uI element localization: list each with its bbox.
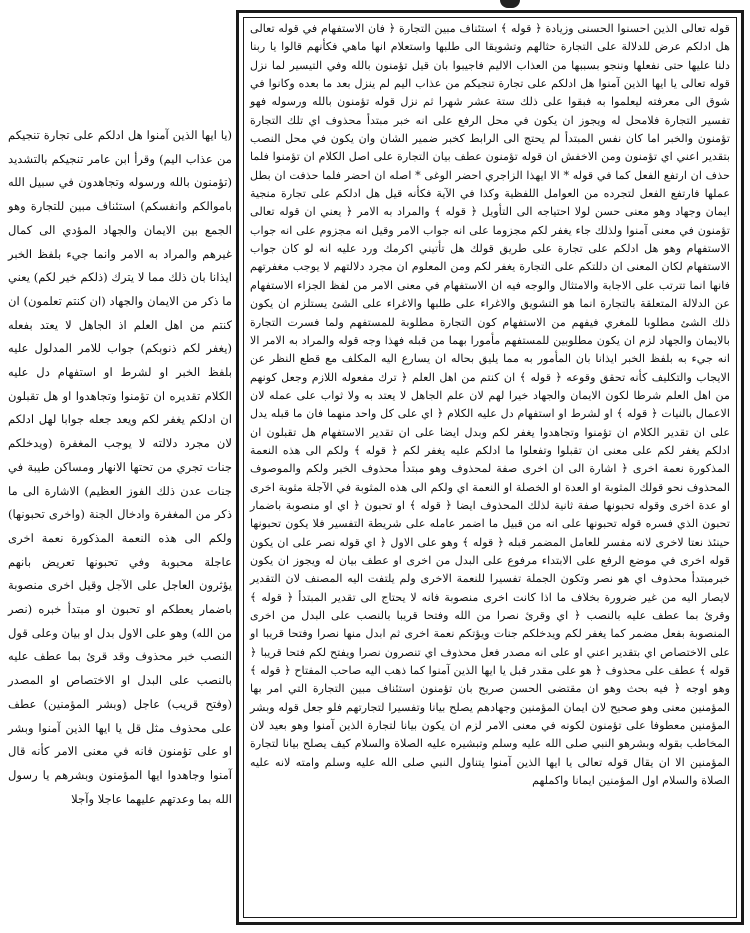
commentary-column [244,18,736,790]
margin-tafsir-column [8,124,232,806]
commentary-frame [236,10,744,925]
margin-tafsir-block [8,124,232,811]
commentary-inner-frame [243,17,737,918]
commentary-text: قوله تعالى الذين احسنوا الحسنى وزيادة ﴿ قوله ﴾ استئناف مبين التجارة ﴿ فان الاستفهام في قوله تعالى هل ادلكم عرض للدلالة على التجارة حثالهم وتشويقا الى طلبها واستعلام انها ماهي فكأنهم قالوا يا ربنا دلنا عليها حتى نفعلها وننجو بسببها من العذاب الاليم فاجيبوا بان قيل تؤمنون بالله وفي التيسير لما نزل قوله تعالى يا ايها الذين آمنوا هل ادلكم على تجارة تنجيكم من عذاب اليم لم ينزل بعد ما بعده وكانوا في شوق الى معرفته ليعلموا به فبقوا على ذلك ستة عشر شهرا ثم نزل قوله تؤمنون بالله ورسوله فهو تفسير التجارة فلامحل له ويجوز ان يكون في محل الرفع على انه خبر مبتدأ محذوف اي تلك التجارة تؤمنون والخبر اما كان نفس المبتدأ لم يحتج الى الرابط كخبر ضمير الشان وان يكون في محل النصب بتقدير اعني اي تؤمنون ومن الاخفش ان قوله تؤمنون عطف بيان التجارة على اصل الكلام ان تؤمنوا فلما حذف ان ارتفع الفعل كما في قوله * الا ايهذا الزاجري احضر الوغى * اصله ان احضر فلما حذفت ان بطل عملها فارتفع الفعل لتجرده من العوامل اللفظية وكذا في الآية فكأنه قيل هل ادلكم على تجارة منجية ايمان وجهاد وهو معنى حسن لولا احتياجه الى التأويل ﴿ قوله ﴾ والمراد به الامر ﴿ يعني ان قوله تعالى تؤمنون في معنى آمنوا ولذلك جاء يغفر لكم مجزوما على انه جواب الامر وقيل انه مجزوم على انه جواب الاستفهام وهو هل ادلكم على تجارة على طريق قولك هل تأتيني اكرمك ورد عليه انه لو كان جواب الاستفهام لكان المعنى ان دللتكم على التجارة يغفر لكم ومن المعلوم ان مجرد دلالتهم لا يوجب مغفرتهم فانها انما تترتب على الاجابة والامتثال والوجه فيه ان الاستفهام في معنى الامر من لفظ الجزاء الاستفهام عن الدلالة المتعلقة بالتجارة انما هو التشويق والاغراء على طلبها والاغراء على الشئ يستلزم ان يكون ذلك الشئ مطلوبا للمغري فيفهم من الاستفهام كون التجارة مطلوبة للمستفهم ولما فسرت التجارة بالايمان والجهاد لزم ان يكون مطلوبين للمستفهم مأمورا بهما من قبله فهذا وجه قوله والمراد به الامر الا انه جيء به بلفظ الخبر ايذانا بان المأمور به مما يليق بحاله ان يسارع اليه المكلف مع قطع النظر عن الايجاب والتكليف كأنه تحقق وقوعه ﴿ قوله ﴾ ان كنتم من اهل العلم ﴿ ترك مفعوله اللازم وجعل كونهم من اهل العلم شرطا لكون الايمان والجهاد خيرا لهم لان علم الجاهل لا يعتد به ولا ثواب على عمله لان الاعمال بالنيات ﴿ قوله ﴾ او لشرط او استفهام دل عليه الكلام ﴿ اي على كل واحد منهما فان ما قبله يدل على ان تقدير الكلام ان تؤمنوا وتجاهدوا يغفر لكم وبدل ايضا على ان تقدير الاستفهام هل تقبلون ان ادلكم يغفر لكم على معنى ان تقبلوا وتفعلوا ما ادلكم عليه يغفر لكم ﴿ قوله ﴾ ولكم الى هذه النعمة المذكورة نعمة اخرى ﴿ اشارة الى ان اخرى صفة لمحذوف وهو مبتدأ محذوف الخبر ولكم والموصوف المحذوف نحو قولك المثوبة او العدة او الخصلة او النعمة اي ولكم الى هذه المثوبة في الآجلة مثوبة اخرى او عدة اخرى وقوله تحبونها صفة ثانية لذلك المحذوف ايضا ﴿ قوله ﴾ او تحبون ﴿ اي او منصوبة باضمار تحبون الذي فسره قوله تحبونها على انه من قبيل ما اضمر عامله على شريطة التفسير فلا يكون تحبونها حينئذ نعتا لاخرى لانه مفسر للعامل المضمر قبله ﴿ قوله ﴾ وهو على الاول ﴿ اي قوله نصر على ان يكون قوله اخرى في موضع الرفع على الابتداء مرفوع على البدل من اخرى او عطف بيان له ويجوز ان يكون خبرمبتدأ محذوف اي هو نصر وتكون الجملة تفسيرا للنعمة الاخرى ولم يلتفت اليه المصنف لان التقدير لايصار اليه من غير ضرورة بخلاف ما اذا كانت اخرى منصوبة فانه لا يحتاج الى تقدير المبتدأ ﴿ قوله ﴾ وقرئ بما عطف عليه بالنصب ﴿ اي وقرئ نصرا من الله وفتحا قريبا بالنصب على البدل من اخرى المنصوبة بفعل مضمر كما يغفر لكم ويدخلكم جنات ويؤتكم نعمة اخرى ثم ابدل منها نصرا وفتحا قريبا او على الاختصاص اي بتقدير اعني او على انه مصدر فعل محذوف اي تنصرون نصرا ويفتح لكم فتحا قريبا ﴿ قوله ﴾ عطف على محذوف ﴿ هو على مقدر قبل يا ايها الذين آمنوا كما ذهب اليه صاحب المفتاح ﴿ قوله ﴾ وهو اوجه ﴿ فيه بحث وهو ان مقتضى الحسن صريح بان تؤمنون استئناف مبين التجارة التي امر بها المؤمنين معنى وهو صحيح لان ايمان المؤمنين وجهادهم يصلح بيانا وتفسيرا لتجارتهم فلو جعل قوله وبشر المؤمنين معطوفا على تؤمنون لكونه في معنى الامر لزم ان يكون بيانا لتجارة الذين آمنوا وهو بعيد لان المخاطب بقوله وبشرهو النبي صلى الله عليه وسلم وتبشيره عليه الصلاة والسلام كيف يصلح بيانا لتجارة المؤمنين الا ان يقال قوله تعالى يا ايها الذين آمنوا يتناول النبي صلى الله عليه وسلم وامته لانه عليه الصلاة والسلام اول المؤمنين ايمانا واكملهم [250,22,730,788]
margin-tafsir-text: (يا ايها الذين آمنوا هل ادلكم على تجارة تنجيكم من عذاب اليم) وقرأ ابن عامر تنجيكم بالتشديد (تؤمنون بالله ورسوله وتجاهدون في سبيل الله باموالكم وانفسكم) استئناف مبين للتجارة وهو الجمع بين الايمان والجهاد المؤدي الى كمال غيرهم والمراد به الامر وانما جيء بلفظ الخبر ايذانا بان ذلك مما لا يترك (ذلكم خير لكم) يعني ما ذكر من الايمان والجهاد (ان كنتم تعلمون) ان كنتم من اهل العلم اذ الجاهل لا يعتد بفعله (يغفر لكم ذنوبكم) جواب للامر المدلول عليه بلفظ الخبر او لشرط او استفهام دل عليه الكلام تقديره ان تؤمنوا وتجاهدوا او هل تقبلون ان ادلكم يغفر لكم ويعد جعله جوابا لهل ادلكم لان مجرد دلالته لا يوجب المغفرة (ويدخلكم جنات تجري من تحتها الانهار ومساكن طيبة في جنات عدن ذلك الفوز العظيم) الاشارة الى ما ذكر من المغفرة وادخال الجنة (واخرى تحبونها) ولكم الى هذه النعمة المذكورة نعمة اخرى عاجلة محبوبة وفي تحبونها تعريض بانهم يؤثرون العاجل على الآجل وقيل اخرى منصوبة باضمار يعطكم او تحبون او مبتدأ خبره (نصر من الله) وهو على الاول بدل او بيان وعلى قول النصب خبر محذوف وقد قرئ بما عطف عليه بالنصب على البدل او الاختصاص او المصدر (وفتح قريب) عاجل (وبشر المؤمنين) عطف على محذوف مثل قل يا ايها الذين آمنوا وبشر او على تؤمنون فانه في معنى الامر كأنه قال آمنوا وجاهدوا ايها المؤمنون وبشرهم يا رسول الله بما وعدتهم عليهما عاجلا وآجلا [8,128,232,806]
